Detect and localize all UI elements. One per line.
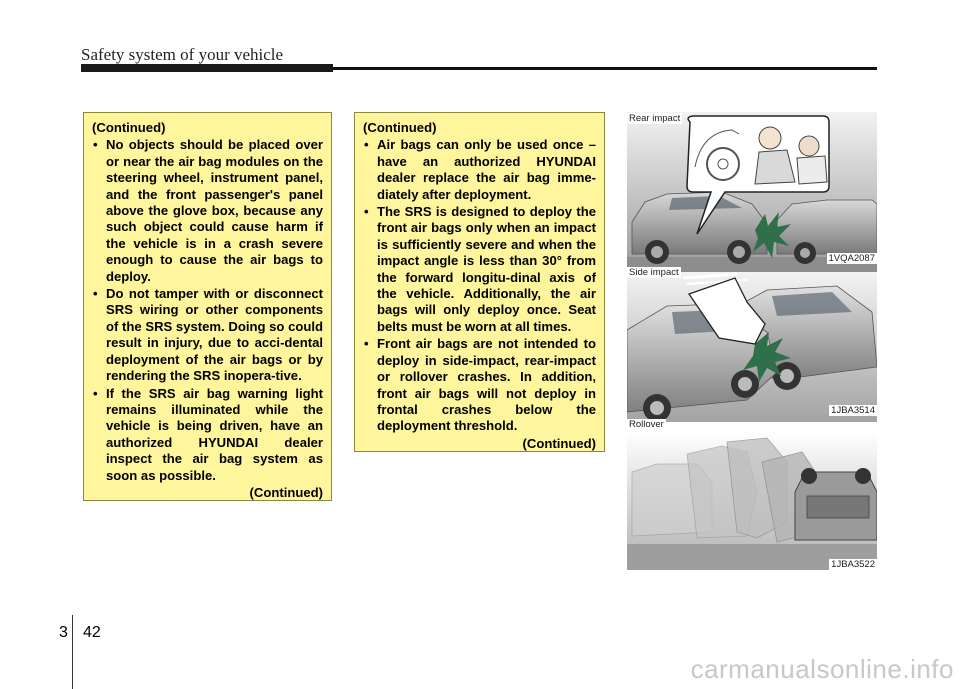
warning-item: • Front air bags are not intended to deploy in side-impact, rear-impact or rollover crashes. In addition, front air bags will not deploy in frontal crashes below the deployment threshold. <box>363 336 596 434</box>
page-number: 42 <box>83 624 101 641</box>
warning-item: • If the SRS air bag warning light remains illuminated while the vehicle is being driven, have an authorized HYUNDAI dealer inspect the air bag system as soon as possible. <box>92 386 323 484</box>
side-impact-label: Side impact <box>629 267 679 278</box>
warning-box-middle <box>354 112 605 452</box>
section-number: 3 <box>59 624 68 641</box>
section-title: Safety system of your vehicle <box>81 45 284 64</box>
rear-impact-illustration <box>627 112 877 272</box>
warning-item: • The SRS is designed to deploy the front air bags only when an impact is sufficiently severe and when the impact angle is less than 30° from the forward longitu-dinal axis of the vehicle. Additionally, the air bags will only deploy once. Seat belts must be worn at all times. <box>363 204 596 335</box>
side-impact-code: 1JBA3514 <box>831 405 875 416</box>
rear-impact-figure <box>627 112 877 272</box>
rollover-illustration <box>627 432 877 570</box>
warning-item: • Air bags can only be used once – have an authorized HYUNDAI dealer replace the air bag imme-diately after deployment. <box>363 137 596 203</box>
continued-heading: (Continued) <box>92 120 166 135</box>
warning-item: • No objects should be placed over or near the air bag modules on the steering wheel, instrument panel, and the front passenger's panel above the glove box, because any such object could cause harm if the vehicle is in a crash severe enough to cause the air bags to deploy. <box>92 137 323 285</box>
warning-list <box>363 137 596 434</box>
continued-heading: (Continued) <box>363 120 437 135</box>
header-tab-bar <box>81 64 333 72</box>
rollover-label: Rollover <box>629 419 664 430</box>
continued-footer: (Continued) <box>249 484 323 500</box>
continued-footer: (Continued) <box>522 435 596 451</box>
footer-divider <box>72 615 73 689</box>
rollover-code: 1JBA3522 <box>831 559 875 570</box>
rear-impact-code: 1VQA2087 <box>828 253 875 264</box>
warning-box-left <box>83 112 332 501</box>
warning-list <box>92 137 323 484</box>
rollover-figure <box>627 418 877 574</box>
watermark-text: carmanualsonline.info <box>690 654 954 684</box>
warning-item: • Do not tamper with or disconnect SRS wiring or other components of the SRS system. Doing so could result in injury, due to acci-dental deployment of the air bags or by rendering the SRS inopera-tive. <box>92 286 323 384</box>
side-impact-illustration <box>627 272 877 422</box>
rear-impact-label: Rear impact <box>629 113 681 124</box>
side-impact-figure <box>627 266 877 423</box>
